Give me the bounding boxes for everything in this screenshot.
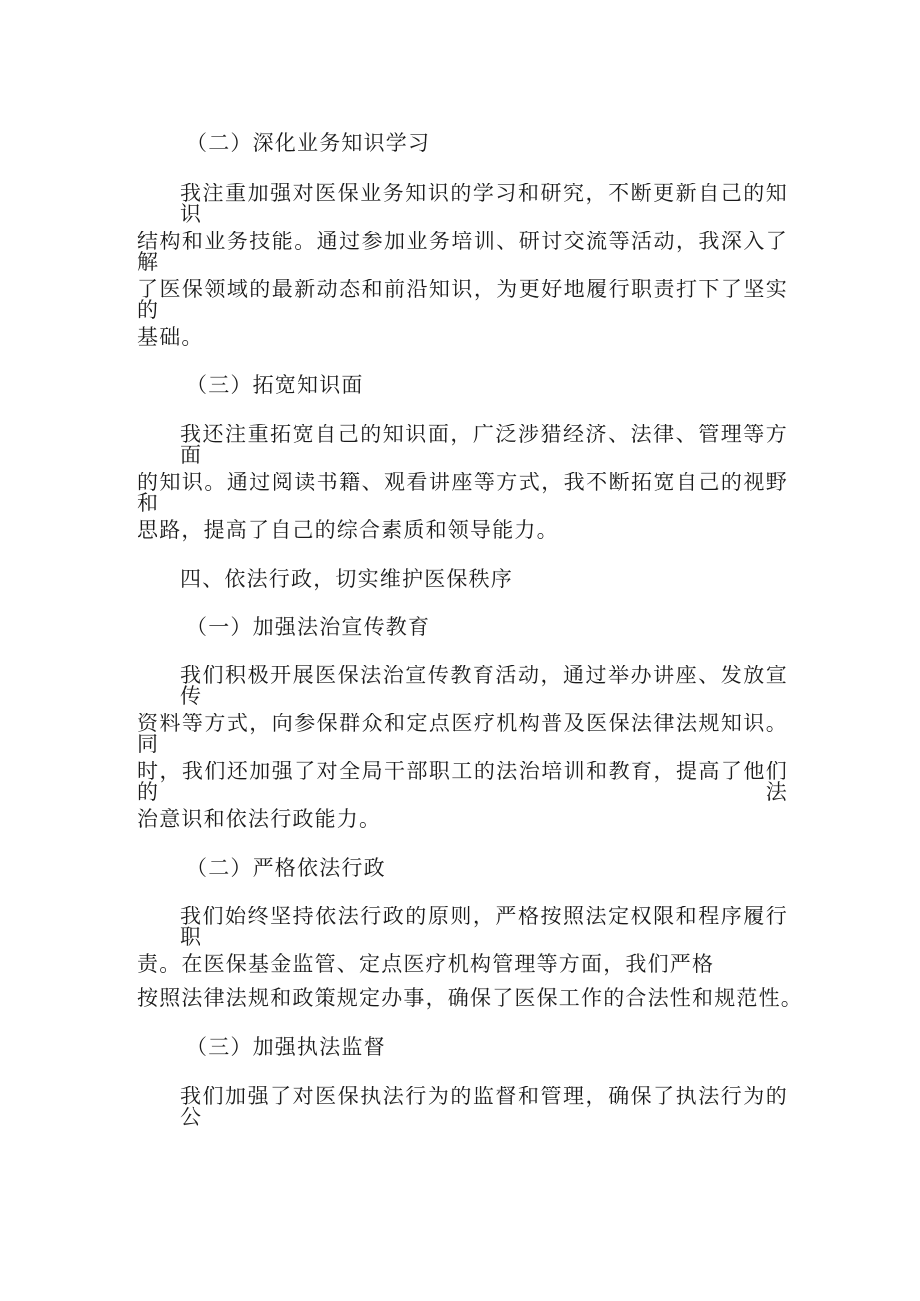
paragraph-line: 我们加强了对医保执法行为的监督和管理，确保了执法行为的公 xyxy=(180,1086,788,1128)
subheading-enforcement-supervision: （三）加强执法监督 xyxy=(186,1035,386,1059)
paragraph-line: 责。在医保基金监管、定点医疗机构管理等方面，我们严格 xyxy=(137,952,715,976)
paragraph-line: 治意识和依法行政能力。 xyxy=(137,807,382,831)
paragraph-line: 的知识。通过阅读书籍、观看讲座等方式，我不断拓宽自己的视野和 xyxy=(137,472,788,514)
paragraph-line: 我们始终坚持依法行政的原则，严格按照法定权限和程序履行职 xyxy=(180,906,788,948)
paragraph-line: 资料等方式，向参保群众和定点医疗机构普及医保法律法规知识。同 xyxy=(137,713,788,755)
paragraph-line: 我们积极开展医保法治宣传教育活动，通过举办讲座、发放宣传 xyxy=(180,665,788,707)
paragraph-line: 我还注重拓宽自己的知识面，广泛涉猎经济、法律、管理等方面 xyxy=(180,424,788,466)
section-heading-law-administration: 四、依法行政，切实维护医保秩序 xyxy=(180,567,513,591)
paragraph-line: 基础。 xyxy=(137,325,204,349)
paragraph-line: 按照法律法规和政策规定办事，确保了医保工作的合法性和规范性。 xyxy=(137,986,803,1010)
paragraph-line: 我注重加强对医保业务知识的学习和研究，不断更新自己的知识 xyxy=(180,183,788,225)
subheading-legal-education: （一）加强法治宣传教育 xyxy=(186,615,431,639)
paragraph-line: 结构和业务技能。通过参加业务培训、研讨交流等活动，我深入了解 xyxy=(137,231,788,273)
paragraph-line: 了医保领域的最新动态和前沿知识，为更好地履行职责打下了坚实的 xyxy=(137,279,788,321)
subheading-deepen-knowledge: （二）深化业务知识学习 xyxy=(186,131,431,155)
subheading-strict-administration: （二）严格依法行政 xyxy=(186,856,386,880)
subheading-broaden-knowledge: （三）拓宽知识面 xyxy=(186,373,364,397)
paragraph-line: 时，我们还加强了对全局干部职工的法治培训和教育，提高了他们的法 xyxy=(137,761,788,803)
paragraph-line: 思路，提高了自己的综合素质和领导能力。 xyxy=(137,518,559,542)
